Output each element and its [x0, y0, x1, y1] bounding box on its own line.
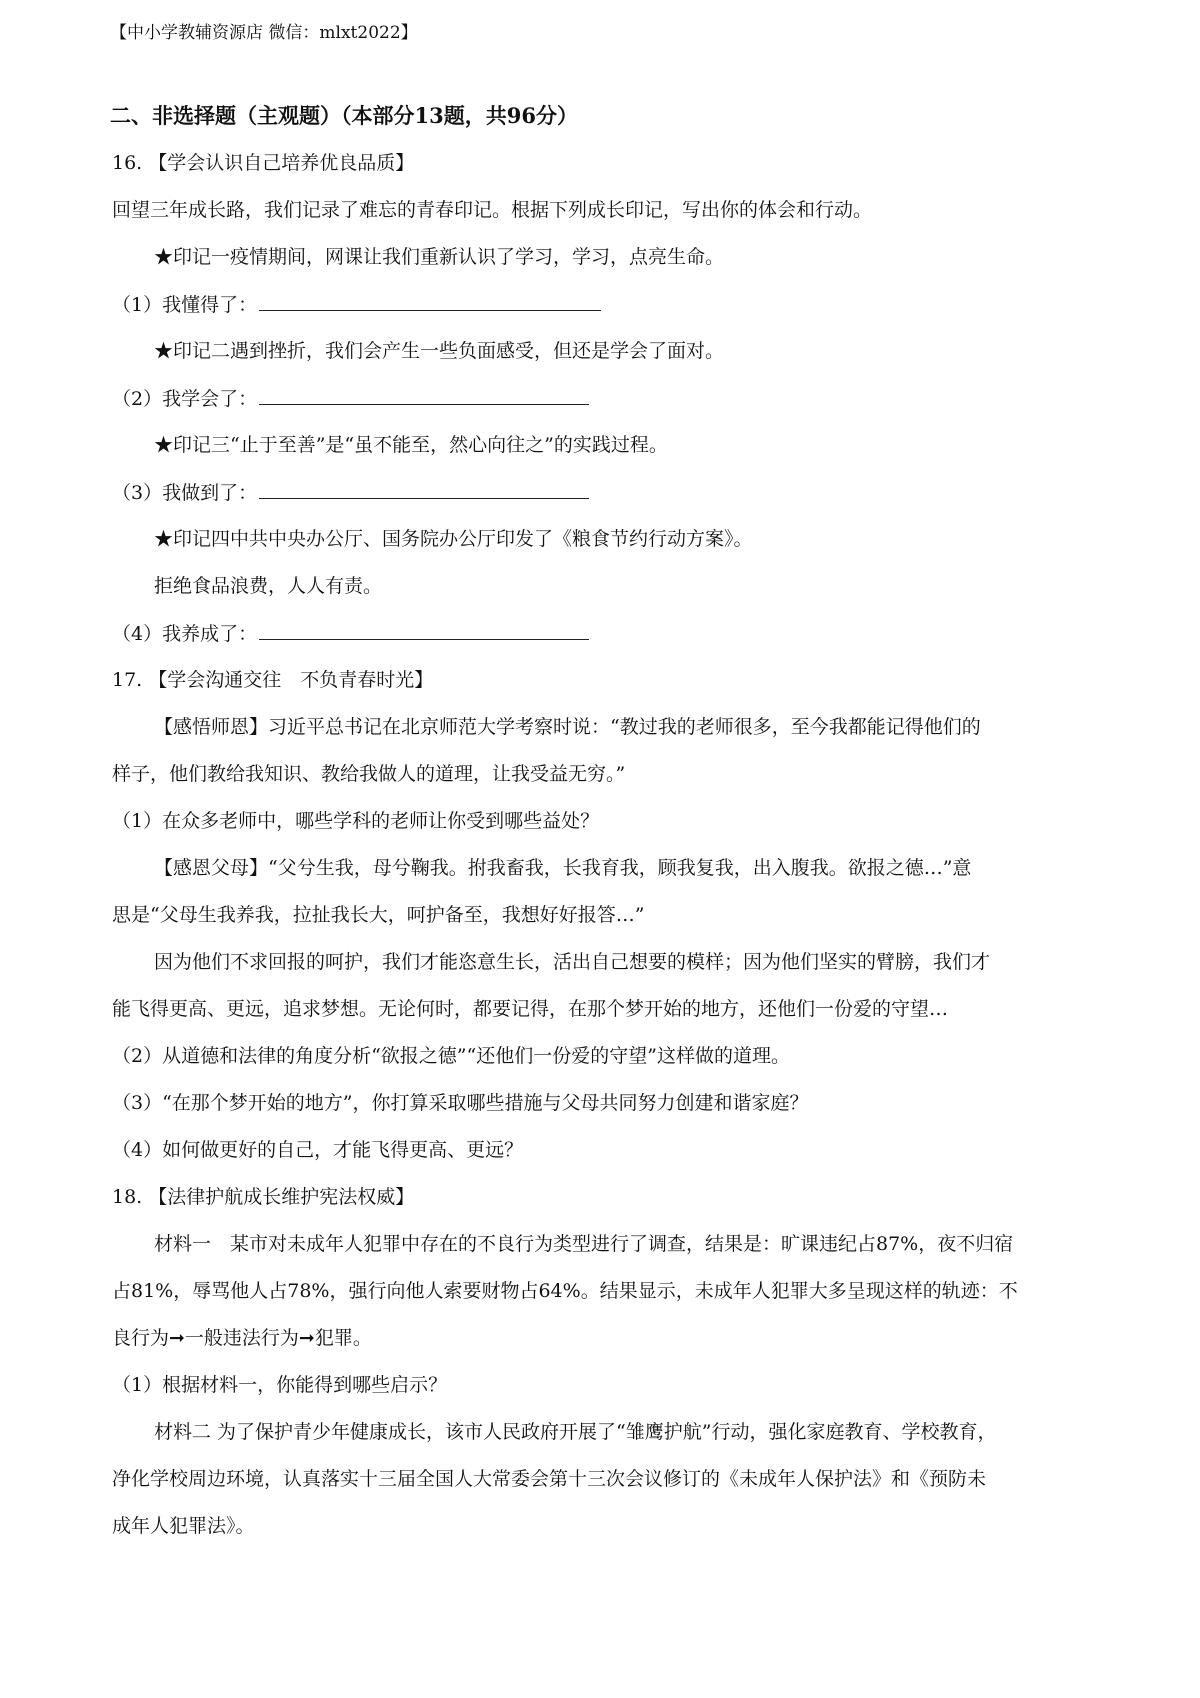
q16-sub2 — [112, 386, 589, 411]
q16-sub1 — [112, 292, 601, 317]
q17-p3a: 因为他们不求回报的呵护，我们才能恣意生长，活出自己想要的模样；因为他们坚实的臂膀，我们才 — [154, 951, 991, 973]
q18-m2c: 成年人犯罪法》。 — [112, 1515, 255, 1537]
watermark: 【中小学教辅资源店 微信：mlxt2022】 — [110, 23, 418, 43]
q18-m1c: 良行为➞一般违法行为➞犯罪。 — [112, 1327, 372, 1349]
q17-sub3: （3）“在那个梦开始的地方”，你打算采取哪些措施与父母共同努力创建和谐家庭？ — [112, 1092, 809, 1114]
q16-title: 16. 【学会认识自己培养优良品质】 — [112, 152, 415, 174]
q16-sub3 — [112, 480, 589, 505]
answer-blank-4[interactable] — [259, 621, 589, 640]
q17-sub1: （1）在众多老师中，哪些学科的老师让你受到哪些益处？ — [112, 810, 600, 832]
q17-p1b: 样子，他们教给我知识、教给我做人的道理，让我受益无穷。” — [112, 763, 626, 785]
answer-blank-2[interactable] — [259, 386, 589, 405]
q16-mark1: ★印记一疫情期间，网课让我们重新认识了学习，学习，点亮生命。 — [154, 246, 725, 268]
q16-sub2-label: （2）我学会了： — [112, 388, 258, 410]
q16-sub4-label: （4）我养成了： — [112, 623, 258, 645]
q17-sub4: （4）如何做更好的自己，才能飞得更高、更远？ — [112, 1139, 524, 1161]
q16-sub3-label: （3）我做到了： — [112, 482, 258, 504]
q16-mark4b: 拒绝食品浪费，人人有责。 — [154, 575, 383, 597]
q16-sub1-label: （1）我懂得了： — [112, 294, 258, 316]
q16-mark3: ★印记三“止于至善”是“虽不能至，然心向往之”的实践过程。 — [154, 434, 668, 456]
answer-blank-3[interactable] — [259, 480, 589, 499]
q17-p3b: 能飞得更高、更远，追求梦想。无论何时，都要记得，在那个梦开始的地方，还他们一份爱的守望… — [112, 998, 949, 1020]
q17-sub2: （2）从道德和法律的角度分析“欲报之德”“还他们一份爱的守望”这样做的道理。 — [112, 1045, 790, 1067]
q17-p1a: 【感悟师恩】习近平总书记在北京师范大学考察时说：“教过我的老师很多，至今我都能记得他们的 — [154, 716, 981, 738]
q16-intro: 回望三年成长路，我们记录了难忘的青春印记。根据下列成长印记，写出你的体会和行动。 — [112, 199, 873, 221]
q16-sub4 — [112, 621, 589, 646]
q18-title: 18. 【法律护航成长维护宪法权威】 — [112, 1186, 415, 1208]
section-title: 二、非选择题（主观题）（本部分13题，共96分） — [110, 103, 578, 128]
q18-m2a: 材料二 为了保护青少年健康成长，该市人民政府开展了“雏鹰护航”行动，强化家庭教育、学校教育， — [154, 1421, 997, 1443]
q18-m1b: 占81%，辱骂他人占78%，强行向他人索要财物占64%。结果显示，未成年人犯罪大多呈现这样的轨迹：不 — [112, 1280, 1018, 1302]
q18-sub1: （1）根据材料一，你能得到哪些启示？ — [112, 1374, 448, 1396]
answer-blank-1[interactable] — [259, 292, 601, 311]
q17-p2b: 思是“父母生我养我，拉扯我长大，呵护备至，我想好好报答…” — [112, 904, 645, 926]
q17-p2a: 【感恩父母】“父兮生我，母兮鞠我。拊我畜我，长我育我，顾我复我，出入腹我。欲报之德…”意 — [154, 857, 972, 879]
q18-m2b: 净化学校周边环境，认真落实十三届全国人大常委会第十三次会议修订的《未成年人保护法》和《预防未 — [112, 1468, 987, 1490]
q16-mark4: ★印记四中共中央办公厅、国务院办公厅印发了《粮食节约行动方案》。 — [154, 528, 753, 550]
q18-m1a: 材料一 某市对未成年人犯罪中存在的不良行为类型进行了调查，结果是：旷课违纪占87%，夜不归宿 — [154, 1233, 1014, 1255]
q16-mark2: ★印记二遇到挫折，我们会产生一些负面感受，但还是学会了面对。 — [154, 340, 725, 362]
q17-title: 17. 【学会沟通交往 不负青春时光】 — [112, 669, 434, 691]
